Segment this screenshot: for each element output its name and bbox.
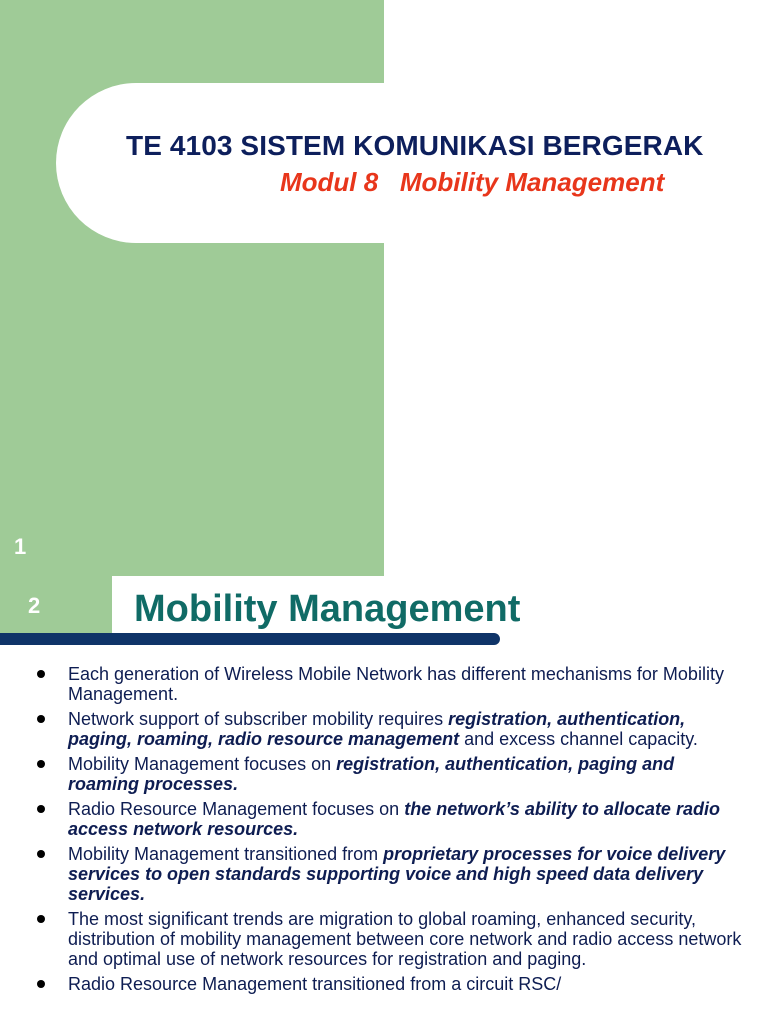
- bullet-text: Radio Resource Management transitioned from a circuit RSC/: [68, 974, 562, 994]
- bullet-emphasis: proprietary processes for voice delivery services to open standards supporting voice and high speed data delivery services.: [68, 844, 726, 904]
- bullet-item: [34, 799, 746, 839]
- bullet-emphasis: registration, authentication, paging and roaming processes.: [68, 754, 675, 794]
- bullet-item: [34, 709, 746, 749]
- bullet-list: [34, 664, 746, 999]
- bullet-emphasis: the network’s ability to allocate radio access network resources.: [68, 799, 720, 839]
- bullet-text: Radio Resource Management focuses on: [68, 799, 405, 819]
- title-banner: [56, 83, 768, 243]
- slide-number: 1: [14, 534, 27, 559]
- slide-number: 2: [28, 593, 41, 618]
- bullet-text: Mobility Management transitioned from: [68, 844, 384, 864]
- slide-number-strip: [0, 576, 112, 634]
- course-title: TE 4103 SISTEM KOMUNIKASI BERGERAK: [126, 130, 704, 161]
- content-slide: [0, 576, 768, 1024]
- bullet-icon: [37, 760, 45, 768]
- bullet-icon: [37, 915, 45, 923]
- bullet-text: The most significant trends are migration to global roaming, enhanced security, distribution of mobility management between core network and radio access network and optimal use of network resources for registration and paging.: [68, 909, 742, 969]
- bullet-text: Network support of subscriber mobility requires: [68, 709, 449, 729]
- bullet-icon: [37, 715, 45, 723]
- bullet-item: [34, 909, 746, 969]
- bullet-item: [34, 754, 746, 794]
- bullet-icon: [37, 670, 45, 678]
- bullet-icon: [37, 805, 45, 813]
- bullet-text: Each generation of Wireless Mobile Network has different mechanisms for Mobility Management.: [68, 664, 724, 704]
- bullet-item: [34, 844, 746, 904]
- title-underline-bar: [0, 633, 500, 645]
- bullet-text: and excess channel capacity.: [459, 729, 698, 749]
- module-subtitle: Modul 8 Mobility Management: [280, 167, 665, 197]
- bullet-item: [34, 974, 746, 994]
- bullet-emphasis: registration, authentication, paging, roaming, radio resource management: [68, 709, 686, 749]
- bullet-text: Mobility Management focuses on: [68, 754, 337, 774]
- bullet-icon: [37, 850, 45, 858]
- slide-title: Mobility Management: [134, 588, 521, 630]
- bullet-item: [34, 664, 746, 704]
- bullet-icon: [37, 980, 45, 988]
